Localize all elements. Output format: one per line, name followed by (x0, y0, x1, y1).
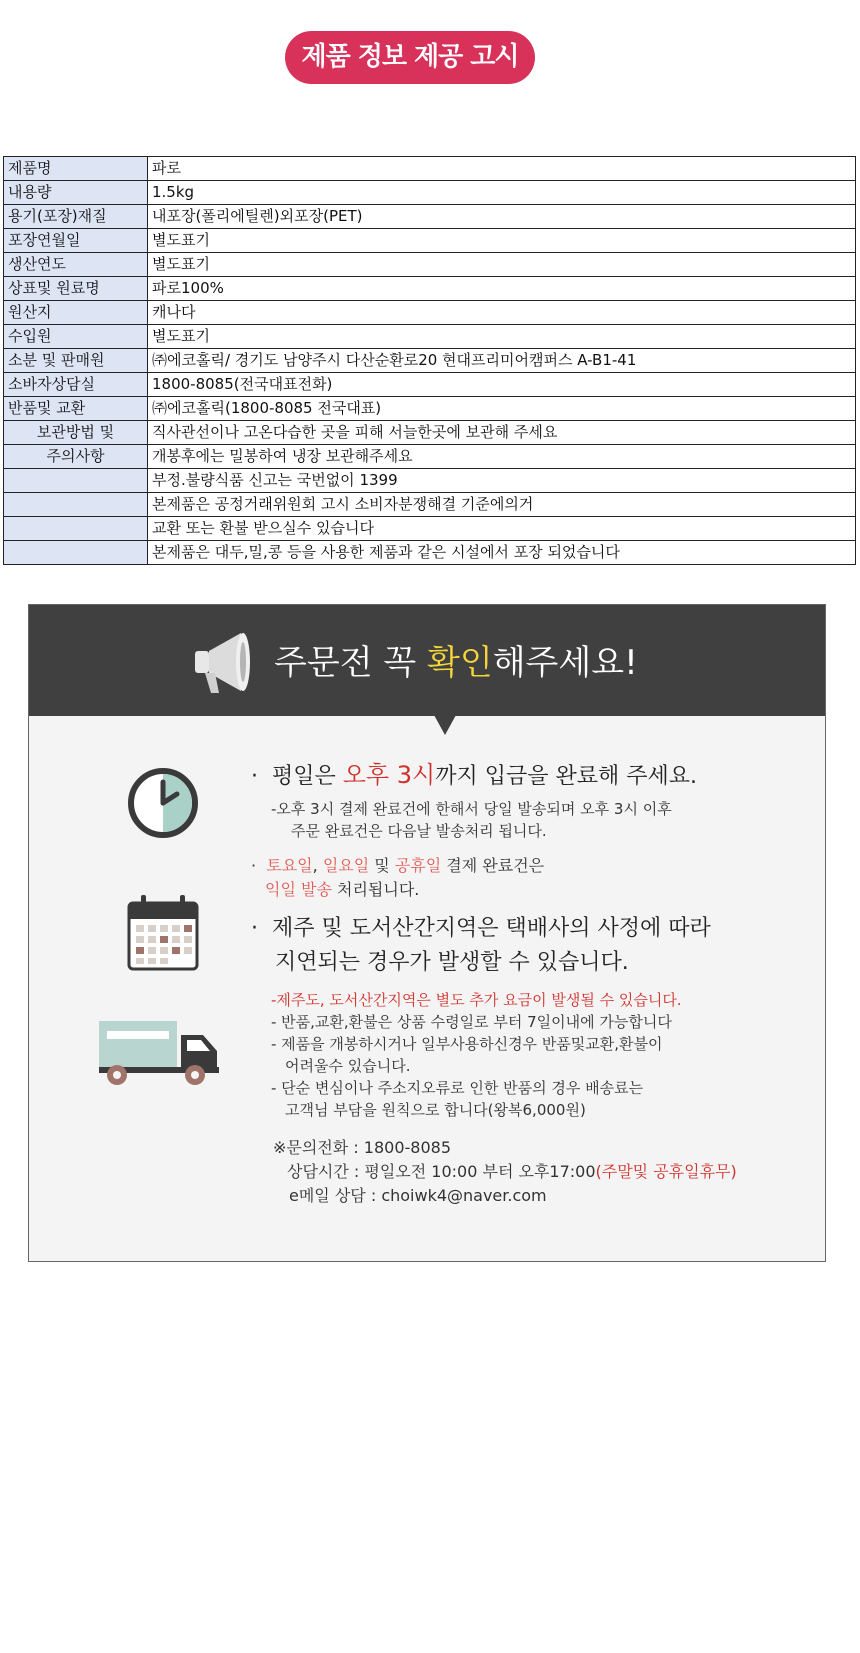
row-label: 생산연도 (4, 253, 148, 277)
table-row (4, 181, 856, 205)
table-row (4, 397, 856, 421)
table-row (4, 325, 856, 349)
row-value: 별도표기 (148, 253, 856, 277)
notice-header (29, 605, 825, 716)
contact-email[interactable]: e메일 상담 : choiwk4@naver.com (289, 1186, 547, 1205)
row-value: 본제품은 공정거래위원회 고시 소비자분쟁해결 기준에의거 (148, 493, 856, 517)
table-row (4, 301, 856, 325)
calendar-icon (127, 895, 199, 971)
section3-detail-4: - 단순 변심이나 주소지오류로 인한 반품의 경우 배송료는 (271, 1079, 644, 1097)
row-label: 소분 및 판매원 (4, 349, 148, 373)
section3-detail-2: - 제품을 개봉하시거나 일부사용하신경우 반품및교환,환불이 (271, 1035, 663, 1053)
section1-headline (251, 755, 697, 790)
section1-deadline: 오후 3시 (342, 761, 436, 789)
truck-icon (99, 1015, 223, 1087)
section3-headline-2: 지연되는 경우가 발생할 수 있습니다. (275, 950, 629, 975)
saturday-label: 토요일 (266, 856, 313, 875)
section1-detail-2: 주문 완료건은 다음날 발송처리 됩니다. (291, 822, 547, 840)
notice-title (274, 635, 638, 684)
next-day-label: 익일 발송 (265, 880, 332, 899)
megaphone-icon (189, 627, 261, 697)
row-label: 수입원 (4, 325, 148, 349)
storage-label-1: 보관방법 및 (4, 421, 148, 445)
section3-detail-1: - 반품,교환,환불은 상품 수령일로 부터 7일이내에 가능합니다 (271, 1013, 672, 1031)
sunday-label: 일요일 (322, 856, 370, 875)
section3-detail-5: 고객님 부담을 원칙으로 합니다(왕복6,000원) (285, 1101, 586, 1119)
row-value: 내포장(폴리에틸렌)외포장(PET) (148, 205, 856, 229)
section2-end: 결제 완료건은 (441, 856, 545, 875)
section3-detail-3: 어려울수 있습니다. (285, 1057, 411, 1075)
row-label: 포장연월일 (4, 229, 148, 253)
table-row (4, 277, 856, 301)
contact-hours-closed: (주말및 공휴일휴무) (595, 1162, 737, 1181)
table-row (4, 469, 856, 493)
section2-line-1 (251, 853, 544, 876)
table-row (4, 541, 856, 565)
section3-headline-1 (251, 911, 711, 942)
table-row (4, 421, 856, 445)
table-row (4, 157, 856, 181)
notice-title-part3: 해주세요! (492, 643, 638, 683)
table-row (4, 253, 856, 277)
table-row (4, 373, 856, 397)
separator: , (312, 856, 323, 875)
bullet: · (251, 856, 257, 875)
contact-phone: ※문의전화 : 1800-8085 (273, 1138, 452, 1157)
table-row (4, 229, 856, 253)
table-row (4, 445, 856, 469)
row-value: 개봉후에는 밀봉하여 냉장 보관해주세요 (148, 445, 856, 469)
row-label: 내용량 (4, 181, 148, 205)
row-value: 본제품은 대두,밀,콩 등을 사용한 제품과 같은 시설에서 포장 되었습니다 (148, 541, 856, 565)
row-value: ㈜에코홀릭/ 경기도 남양주시 다산순환로20 현대프리미어캠퍼스 A-B1-41 (148, 349, 856, 373)
row-value: 부정.불량식품 신고는 국번없이 1399 (148, 469, 856, 493)
section3-red-note: -제주도, 도서산간지역은 별도 추가 요금이 발생될 수 있습니다. (271, 991, 682, 1009)
row-value: 캐나다 (148, 301, 856, 325)
section2-mid: 및 (369, 856, 395, 875)
row-label: 상표및 원료명 (4, 277, 148, 301)
row-label-empty (4, 541, 148, 565)
row-value: 교환 또는 환불 받으실수 있습니다 (148, 517, 856, 541)
table-row (4, 517, 856, 541)
bullet: · (251, 764, 258, 789)
product-info-body (4, 157, 856, 565)
row-value: 1800-8085(전국대표전화) (148, 373, 856, 397)
row-value: 직사관선이나 고온다습한 곳을 피해 서늘한곳에 보관해 주세요 (148, 421, 856, 445)
product-info-table (3, 156, 856, 565)
table-row (4, 493, 856, 517)
section1-text-a: 평일은 (272, 764, 343, 789)
row-value: 1.5kg (148, 181, 856, 205)
section2-line-2 (265, 877, 419, 900)
contact-hours (287, 1159, 737, 1182)
row-label-empty (4, 469, 148, 493)
notice-header-arrow (434, 715, 456, 735)
row-label: 원산지 (4, 301, 148, 325)
row-label-empty (4, 517, 148, 541)
row-label-empty (4, 493, 148, 517)
section1-text-c: 까지 입금을 완료해 주세요. (435, 764, 697, 789)
row-value: 파로100% (148, 277, 856, 301)
page-title: 제품 정보 제공 고시 (285, 31, 535, 84)
row-label: 제품명 (4, 157, 148, 181)
row-value: ㈜에코홀릭(1800-8085 전국대표) (148, 397, 856, 421)
table-row (4, 349, 856, 373)
row-label: 소바자상담실 (4, 373, 148, 397)
section2-end2: 처리됩니다. (331, 880, 420, 899)
holiday-label: 공휴일 (394, 856, 442, 875)
notice-title-part1: 주문전 꼭 (274, 643, 427, 683)
bullet: · (251, 916, 258, 941)
row-label: 용기(포장)재질 (4, 205, 148, 229)
clock-icon (125, 765, 201, 841)
row-value: 별도표기 (148, 229, 856, 253)
table-row (4, 205, 856, 229)
section1-detail-1: -오후 3시 결제 완료건에 한해서 당일 발송되며 오후 3시 이후 (271, 800, 672, 818)
contact-hours-text: 상담시간 : 평일오전 10:00 부터 오후17:00 (287, 1162, 596, 1181)
storage-label-2: 주의사항 (4, 445, 148, 469)
section3-text-1: 제주 및 도서산간지역은 택배사의 사정에 따라 (272, 916, 711, 941)
row-value: 파로 (148, 157, 856, 181)
row-label: 반품및 교환 (4, 397, 148, 421)
notice-title-highlight: 확인 (427, 643, 493, 683)
row-value: 별도표기 (148, 325, 856, 349)
order-notice-panel (28, 604, 826, 1262)
